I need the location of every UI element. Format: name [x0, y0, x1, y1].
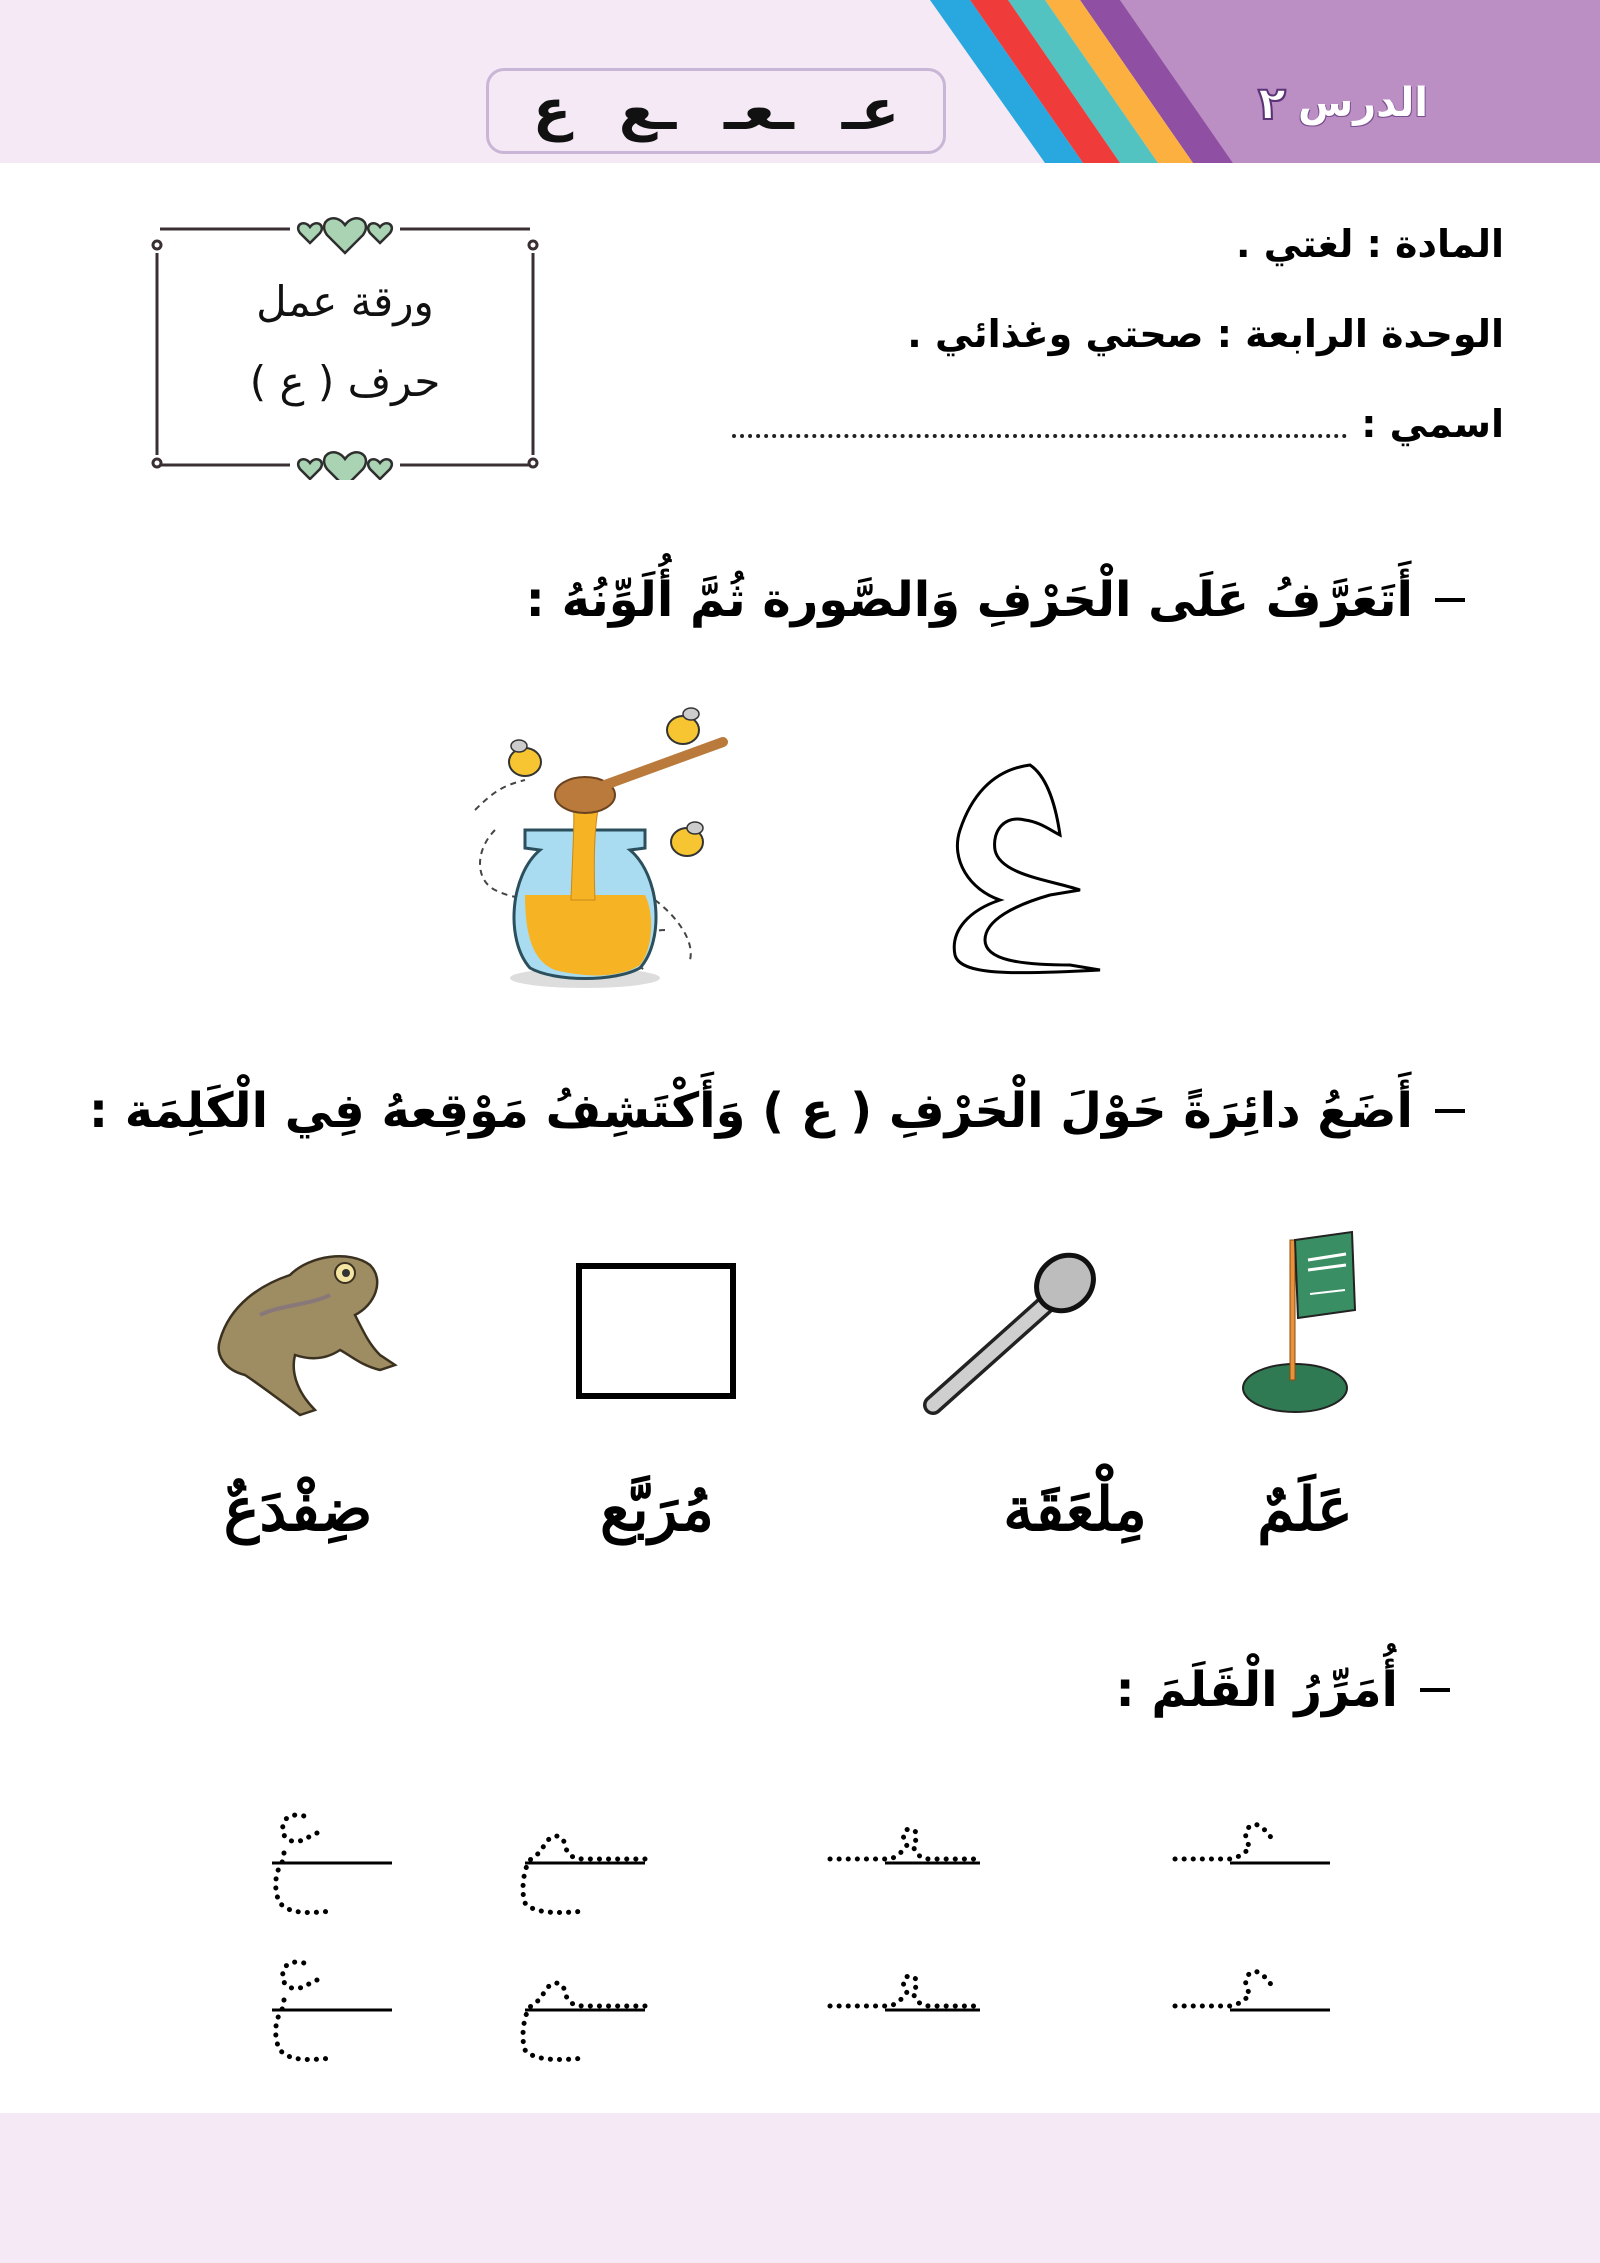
name-input-line[interactable]: [732, 434, 1347, 438]
honey-jar-image: [455, 700, 775, 1000]
page-header: [0, 0, 1600, 163]
dash-bullet: [1435, 598, 1465, 602]
word-spoon[interactable]: مِلْعَقَة: [1003, 1475, 1147, 1545]
trace-medial-form: [830, 1976, 980, 2010]
section-heading-circle-letter: [89, 1083, 1465, 1139]
worksheet-title: ورقة عمل: [256, 277, 434, 326]
worksheet-title-frame: [150, 205, 540, 480]
name-label: اسمي :: [1361, 402, 1504, 446]
section-heading-text: أُمَرِّرُ الْقَلَمَ :: [1115, 1662, 1398, 1718]
letter-form-isolated: ع: [532, 78, 572, 143]
square-image: [576, 1263, 736, 1399]
trace-medial-form: [830, 1829, 980, 1863]
section-heading-trace: [1115, 1662, 1450, 1718]
saudi-flag-image: [1240, 1230, 1360, 1415]
subject-line: المادة : لغتي .: [1236, 222, 1504, 266]
word-square[interactable]: مُرَبَّع: [600, 1475, 714, 1545]
dash-bullet: [1420, 1688, 1450, 1692]
trace-final-form: [523, 1836, 645, 1912]
word-flag[interactable]: عَلَمٌ: [1257, 1475, 1353, 1545]
trace-row-1: [272, 1815, 1330, 1913]
trace-final-form: [523, 1983, 645, 2059]
spoon-image: [915, 1245, 1100, 1420]
letter-form-medial: ـعـ: [724, 78, 794, 143]
hearts-top-icon: [298, 218, 392, 253]
letter-form-initial: عـ: [841, 78, 900, 143]
name-row: [732, 402, 1504, 446]
decorative-frame-border: [150, 205, 540, 480]
letter-form-final: ـع: [618, 78, 677, 143]
trace-isolated-form: [272, 1815, 392, 1913]
trace-initial-form: [1175, 1825, 1330, 1863]
lesson-label: الدرس: [1297, 80, 1428, 126]
lesson-number: ٢: [1257, 76, 1286, 130]
trace-row-2: [272, 1962, 1330, 2060]
frog-image: [200, 1235, 425, 1420]
section-heading-text: أَضَعُ دائِرَةً حَوْلَ الْحَرْفِ ( ع ) وَأَكْتَشِفُ مَوْقِعهُ فِي الْكَلِمَة :: [88, 1083, 1413, 1139]
bee-icon: [671, 822, 703, 856]
worksheet-letter: حرف ( ع ): [249, 357, 441, 406]
bee-icon: [509, 740, 541, 776]
section-heading-text: أَتَعَرَّفُ عَلَى الْحَرْفِ وَالصَّورة ثُمَّ أُلَوِّنُهُ :: [525, 572, 1413, 628]
letter-ain-outline-colorable[interactable]: [930, 760, 1110, 980]
tracing-practice-area[interactable]: [0, 1780, 1600, 2080]
unit-line: الوحدة الرابعة : صحتي وغذائي .: [907, 312, 1504, 356]
dash-bullet: [1435, 1109, 1465, 1113]
bee-icon: [667, 708, 699, 744]
letter-forms-box: [486, 68, 946, 154]
section-heading-recognize: [526, 572, 1465, 628]
hearts-bottom-icon: [298, 452, 392, 480]
trace-isolated-form: [272, 1962, 392, 2060]
page-footer: [0, 2113, 1600, 2263]
lesson-title: [1258, 76, 1428, 130]
word-frog[interactable]: ضِفْدَعٌ: [223, 1475, 373, 1545]
trace-initial-form: [1175, 1972, 1330, 2010]
